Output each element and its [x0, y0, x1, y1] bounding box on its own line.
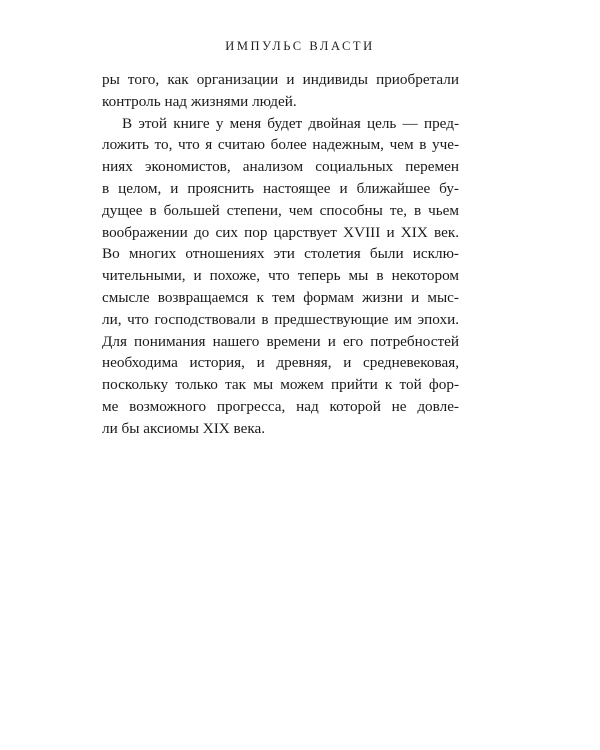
text-line: поскольку только так мы можем прийти к той фор-	[102, 376, 459, 394]
text-line: ложить то, что я считаю более надежным, чем в уче-	[102, 136, 459, 154]
text-line: контроль над жизнями людей.	[102, 92, 297, 110]
text-line: воображении до сих пор царствует XVIII и XIX век.	[102, 223, 459, 241]
text-line: ры того, как организации и индивиды приобретали	[102, 71, 459, 88]
text-line: ли бы аксиомы XIX века.	[102, 419, 266, 437]
text-line: необходима история, и древняя, и средневековая,	[102, 354, 459, 372]
running-head: ИМПУЛЬС ВЛАСТИ	[225, 39, 375, 53]
text-line: в целом, и прояснить настоящее и ближайшее бу-	[102, 179, 459, 197]
text-line: Для понимания нашего времени и его потребностей	[102, 332, 459, 350]
text-line: В этой книге у меня будет двойная цель — пред-	[122, 114, 459, 132]
text-line: ниях экономистов, анализом социальных перемен	[102, 158, 459, 176]
text-line: смысле возвращаемся к тем формам жизни и мыс-	[102, 288, 459, 306]
text-line: чительными, и похоже, что теперь мы в некотором	[102, 267, 459, 285]
paragraph	[102, 113, 459, 440]
text-line: ме возможного прогресса, над которой не довле-	[102, 397, 459, 415]
paragraph	[102, 69, 459, 113]
text-line: дущее в большей степени, чем способны те, в чьем	[102, 201, 459, 219]
body-text	[102, 69, 459, 440]
text-line: ли, что господствовали в предшествующие им эпохи.	[102, 310, 459, 328]
text-line: Во многих отношениях эти столетия были исклю-	[102, 245, 459, 263]
